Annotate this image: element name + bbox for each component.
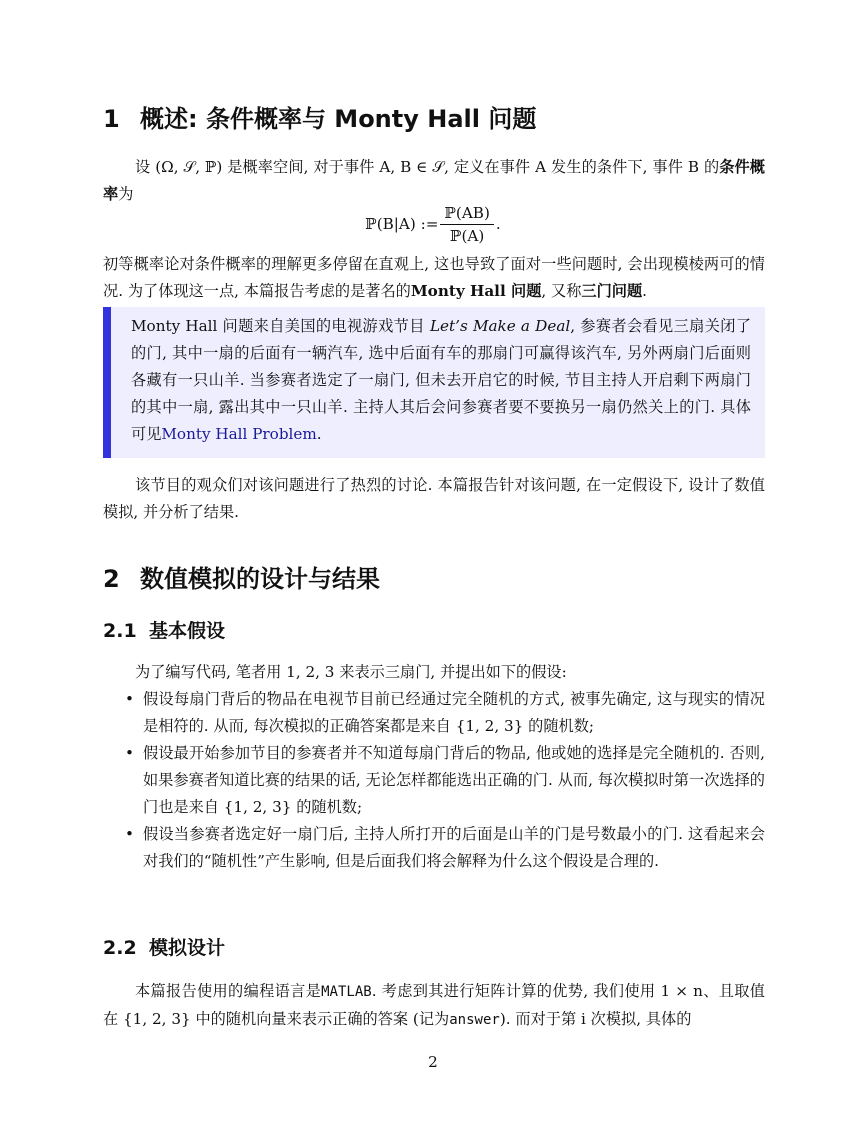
section-number: 1 bbox=[103, 105, 120, 133]
text: Monty Hall 问题来自美国的电视游戏节目 bbox=[131, 317, 430, 335]
term-three-doors: 三门问题 bbox=[581, 282, 643, 300]
subsection-number: 2.1 bbox=[103, 620, 137, 642]
text: 初等概率论对条件概率的理解更多停留在直观上, 这也导致了面对一些问题时, 会出现模棱两可的情况. 为了体现这一点, 本篇报告考虑的是著名的 bbox=[103, 255, 765, 300]
show-title: Let’s Make a Deal bbox=[429, 317, 571, 335]
language-name: MATLAB bbox=[321, 984, 372, 1000]
page-number: 2 bbox=[428, 1053, 438, 1071]
monty-hall-problem-link[interactable]: Monty Hall Problem bbox=[161, 425, 317, 443]
text: 为 bbox=[118, 185, 134, 203]
text: . 考虑到其进行矩阵计算的优势, 我们使用 1 × n、且取值在 {1, 2, 3} 中的随机向量来表示正确的答案 (记为 bbox=[103, 982, 765, 1028]
term-monty-hall: Monty Hall 问题 bbox=[410, 282, 542, 300]
denominator: ℙ(A) bbox=[450, 226, 485, 245]
text: 设 (Ω, 𝒮, ℙ) 是概率空间, 对于事件 A, B ∈ 𝒮, 定义在事件 A 发生的条件下, 事件 B 的 bbox=[135, 158, 720, 176]
section-1-heading bbox=[103, 105, 536, 134]
subsection-title: 模拟设计 bbox=[149, 937, 226, 959]
quote-text bbox=[131, 313, 751, 448]
text: , 又称 bbox=[541, 282, 582, 300]
section-title: 数值模拟的设计与结果 bbox=[140, 565, 380, 593]
text: ). 而对于第 i 次模拟, 具体的 bbox=[499, 1010, 692, 1028]
section-title: 概述: 条件概率与 Monty Hall 问题 bbox=[140, 105, 537, 133]
subsection-2-1-heading bbox=[103, 620, 225, 643]
subsection-number: 2.2 bbox=[103, 937, 137, 959]
section-2-heading bbox=[103, 565, 380, 594]
quote-box bbox=[103, 307, 765, 458]
text: 本篇报告使用的编程语言是 bbox=[135, 982, 322, 1000]
fraction bbox=[440, 204, 493, 245]
paragraph-simulation-design bbox=[103, 978, 765, 1034]
paragraph-intro bbox=[103, 251, 765, 305]
list-item: • 假设每扇门背后的物品在电视节目前已经通过完全随机的方式, 被事先确定, 这与现实的情况是相符的. 从而, 每次模拟的正确答案都是来自 {1, 2, 3} 的随机数; bbox=[103, 686, 765, 740]
formula-end: . bbox=[495, 215, 501, 233]
paragraph-discussion: 该节目的观众们对该问题进行了热烈的讨论. 本篇报告针对该问题, 在一定假设下, 设计了数值模拟, 并分析了结果. bbox=[103, 476, 765, 521]
variable-answer: answer bbox=[449, 1012, 500, 1028]
text: . bbox=[642, 282, 647, 300]
assumption-list bbox=[103, 686, 765, 875]
text: . bbox=[316, 425, 322, 443]
text: , 参赛者会看见三扇关闭了的门, 其中一扇的后面有一辆汽车, 选中后面有车的那扇门可赢得该汽车, 另外两扇门后面则各藏有一只山羊. 当参赛者选定了一扇门, 但未去开启它的时候, 节目主持人开启剩下两扇门的其中一扇, 露出其中一只山羊. 主持人其后会问参赛者要不要换另一扇仍然关上的门. 具体可见 bbox=[131, 317, 752, 443]
list-item: • 假设最开始参加节目的参赛者并不知道每扇门背后的物品, 他或她的选择是完全随机的. 否则, 如果参赛者知道比赛的结果的话, 无论怎样都能选出正确的门. 从而, 每次模拟时第一次选择的门也是来自 {1, 2, 3} 的随机数; bbox=[103, 740, 765, 821]
term-conditional-probability: 条件概率 bbox=[103, 158, 765, 203]
subsection-2-2-heading bbox=[103, 937, 225, 960]
list-item: • 假设当参赛者选定好一扇门后, 主持人所打开的后面是山羊的门是号数最小的门. 这看起来会对我们的“随机性”产生影响, 但是后面我们将会解释为什么这个假设是合理的. bbox=[103, 821, 765, 875]
numerator: ℙ(AB) bbox=[440, 204, 493, 225]
formula-lhs: ℙ(B|A) := bbox=[365, 215, 439, 233]
formula-conditional-probability bbox=[0, 200, 866, 248]
section-number: 2 bbox=[103, 565, 120, 593]
paragraph-assumptions-intro: 为了编写代码, 笔者用 1, 2, 3 来表示三扇门, 并提出如下的假设: bbox=[135, 663, 567, 681]
subsection-title: 基本假设 bbox=[149, 620, 226, 642]
